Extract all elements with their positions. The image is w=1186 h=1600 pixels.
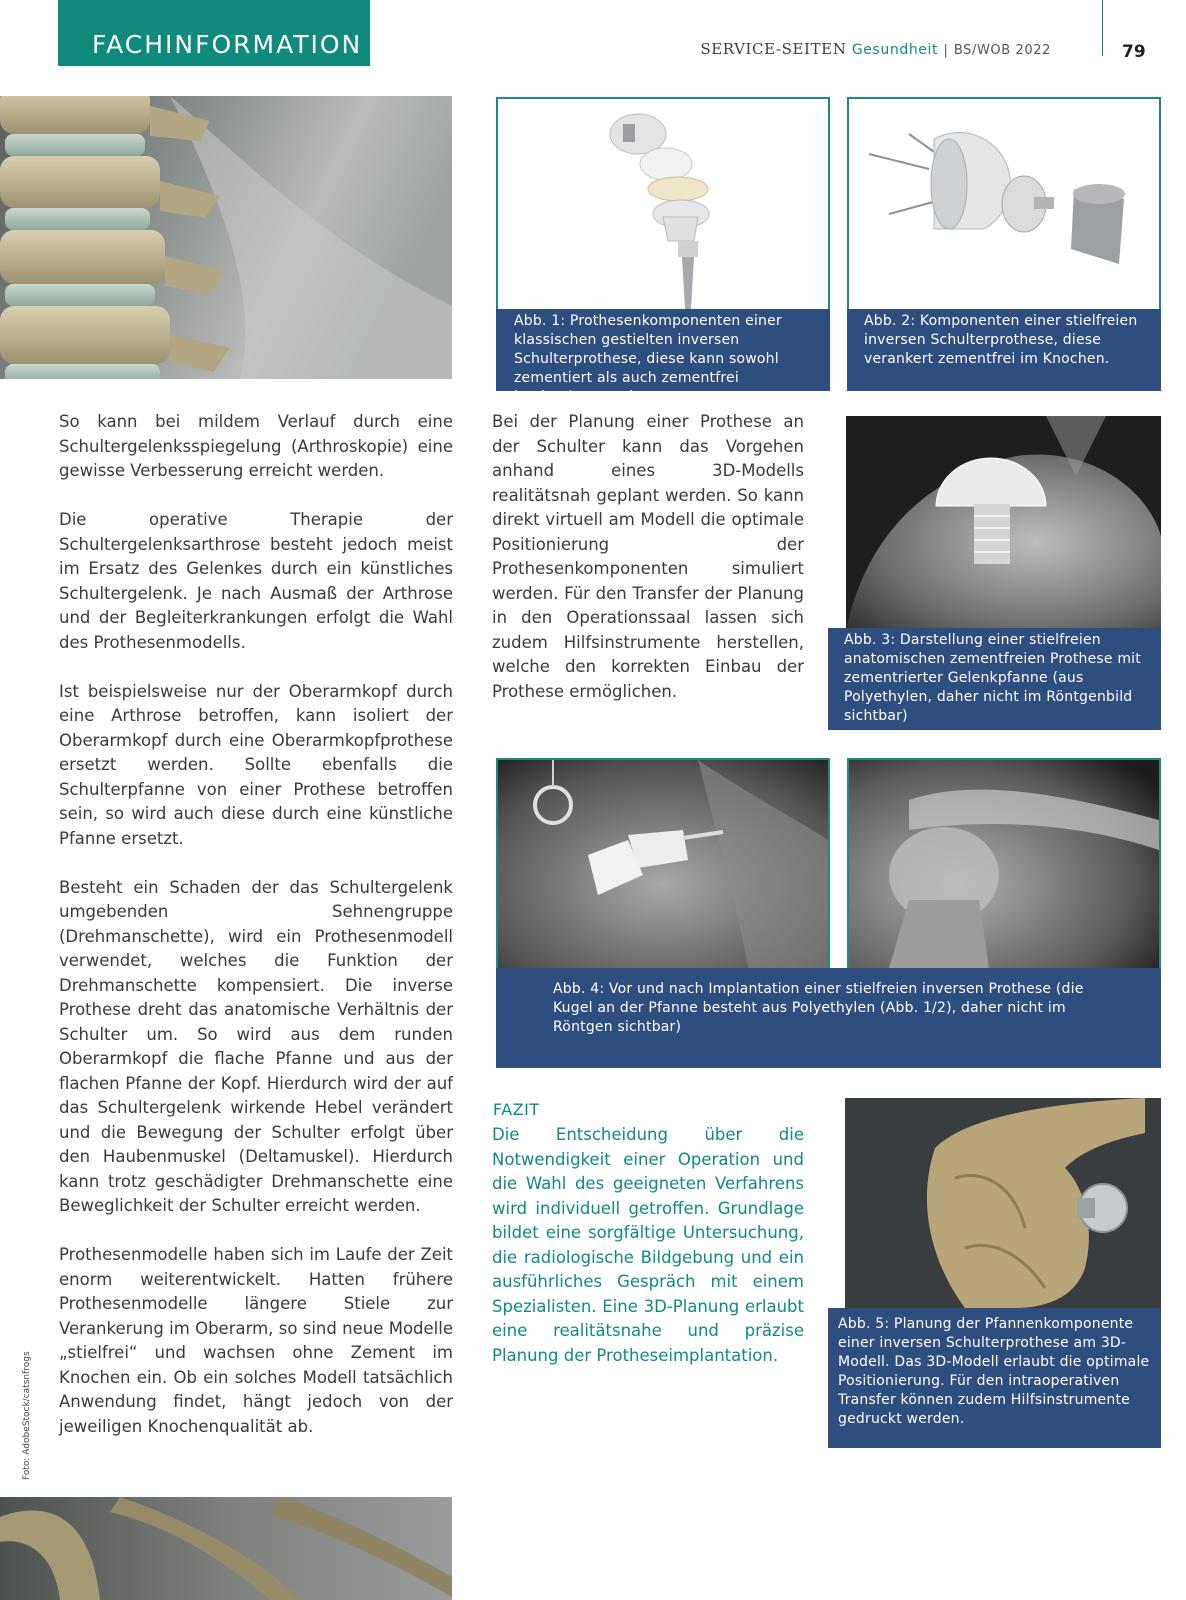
figure-5-caption: Abb. 5: Planung der Pfannenkomponente einer inversen Schulterprothese am 3D-Modell. Das 3D-Modell erlaubt die optimale Positionierung. Für den intraoperativen Transfer können zudem Hilfsinstrumente gedruckt werden. [828,1308,1161,1448]
figure-2-caption: Abb. 2: Komponenten einer stielfreien inversen Schulterprothese, diese verankert zementfrei im Knochen. [847,309,1161,391]
header-divider [1102,0,1103,56]
figure-1-image [496,97,830,311]
bottom-bone-photo [0,1497,452,1600]
middle-column-text [492,410,804,729]
paragraph: Prothesenmodelle haben sich im Laufe der Zeit enorm weiterentwickelt. Hatten frühere Prothesenmodelle längere Stiele zur Verankerung im Oberarm, so sind neue Modelle „stielfrei“ und wachsen ohne Zement im Knochen ein. Ob ein solches Modell tatsächlich Anwendung findet, hängt jedoch von der jeweiligen Knochenqualität ab. [59,1245,453,1436]
running-head [700,40,1051,58]
paragraph: Ist beispielsweise nur der Oberarmkopf durch eine Arthrose betroffen, kann isoliert der Oberarmkopf durch eine Oberarmkopfprothese ersetzt werden. Sollte ebenfalls die Schulterpfanne von einer Prothese betroffen sein, so wird auch diese durch eine künstliche Pfanne ersetzt. [59,681,453,848]
head-separator: | [943,43,949,58]
paragraph: Die operative Therapie der Schultergelenksarthrose besteht jedoch meist im Ersatz des Gelenkes durch ein künstliches Schultergelenk. Je nach Ausmaß der Arthrose und der Begleiterkrankungen erfolgt die Wahl des Prothesenmodells. [59,510,453,652]
figure-4-xray-before [496,758,830,970]
spine-photo [0,96,452,379]
paragraph: Besteht ein Schaden der das Schultergelenk umgebenden Sehnengruppe (Drehmanschette), wird ein Prothesenmodell verwendet, welches die Funktion der Drehmanschette kompensiert. Die inverse Prothese dreht das anatomische Verhältnis der Schulter um. So wird aus dem runden Oberarmkopf die flache Pfanne und aus der flachen Pfanne der Kopf. Hierdurch wird der auf das Schultergelenk wirkende Hebel verändert und die Bewegung der Schulter erfolgt über den Haubenmuskel (Deltamuskel). Hierdurch kann trotz geschädigter Drehmanschette eine Beweglichkeit der Schulter erreicht werden. [59,877,453,1215]
figure-3-xray [846,416,1161,630]
photo-credit [22,1340,36,1480]
fazit-text: Die Entscheidung über die Notwendigkeit einer Operation und die Wahl des geeigneten Verfahrens wird individuell getroffen. Grundlage bildet eine sorgfältige Untersuchung, die radiologische Bildgebung und ein ausführliches Gespräch mit einem Spezialisten. Eine 3D-Planung erlaubt eine realitätsnahe und präzise Planung der Protheseimplantation. [492,1125,804,1365]
section-header [58,0,370,66]
figure-4-caption: Abb. 4: Vor und nach Implantation einer stielfreien inversen Prothese (die Kugel an der Pfanne besteht aus Polyethylen (Abb. 1/2), daher nicht im Röntgen sichtbar) [496,968,1161,1068]
figure-4-xray-after [847,758,1161,970]
figure-3-caption: Abb. 3: Darstellung einer stielfreien anatomischen zementfreien Prothese mit zementrierter Gelenkpfanne (aus Polyethylen, daher nicht im Röntgenbild sichtbar) [828,628,1161,730]
photo-credit-text: Foto: AdobeStock/catsnfrogs [22,1351,32,1480]
figure-2-image [847,97,1161,311]
service-label: SERVICE-SEITEN [700,40,847,58]
figure-1-caption: Abb. 1: Prothesenkomponenten einer klassischen gestielten inversen Schulterprothese, diese kann sowohl zementiert als auch zementfrei implantiert werden. [496,309,830,391]
topic-label: Gesundheit [851,42,939,58]
fazit-title: FAZIT [493,1100,540,1119]
paragraph: Bei der Planung einer Prothese an der Schulter kann das Vorgehen anhand eines 3D-Modells realitätsnah geplant werden. So kann direkt virtuell am Modell die optimale Positionierung der Prothesenkomponenten simuliert werden. Für den Transfer der Planung in den Operationssaal lassen sich zudem Hilfsinstrumente herstellen, welche den korrekten Einbau der Prothese ermöglichen. [492,412,804,701]
figure-5-3d-model [845,1098,1161,1308]
left-column-text [59,410,453,1464]
section-label: FACHINFORMATION [92,30,363,59]
edition-label: BS/WOB 2022 [953,43,1051,58]
page-number: 79 [1122,42,1146,62]
paragraph: So kann bei mildem Verlauf durch eine Schultergelenksspiegelung (Arthroskopie) eine gewisse Verbesserung erreicht werden. [59,412,453,480]
